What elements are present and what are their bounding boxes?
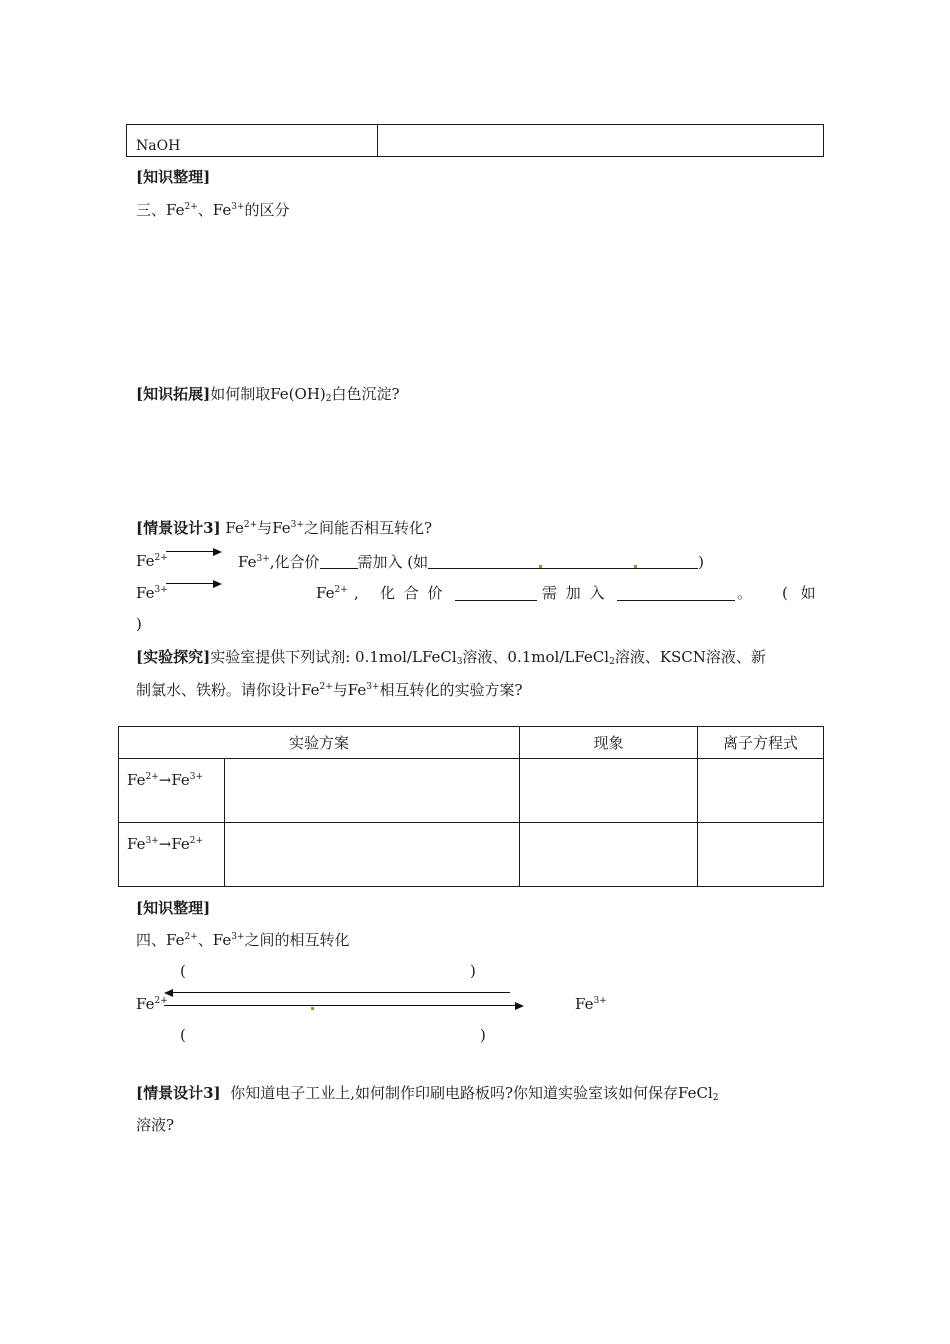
cell-phenomenon-2[interactable] [520,823,698,887]
blank-valence-2[interactable] [455,586,537,601]
experiment-table [118,726,824,887]
row1-text: $Fe^{3+}$,化合价 需加入 (如 ) [238,553,705,571]
cell-equation-1[interactable] [698,759,824,823]
cell-plan-2[interactable] [225,823,520,887]
fe3-label-row2: $Fe^{3+}$ [136,584,168,602]
section4-line2: 制氯水、铁粉。请你设计$Fe^{2+}$与$Fe^{3+}$相互转化的实验方案? [136,681,523,699]
fe2-label-row1: $Fe^{2+}$ [136,552,168,570]
cell-phenomenon-1[interactable] [520,759,698,823]
marker-dot-2 [634,565,637,568]
row2-add-label: 需 加 入 [542,584,607,602]
blank-reagent-3[interactable] [602,554,698,569]
row-fe2-to-fe3-label: $Fe^{2+}\to Fe^{3+}$ [119,759,225,823]
row-fe3-to-fe2-label: $Fe^{3+}\to Fe^{2+}$ [119,823,225,887]
reagent-label: NaOH [136,138,181,154]
row2-comma: , [354,584,359,602]
row2-close-paren: ) [136,615,142,633]
result-cell [378,125,824,157]
arrow-right [164,1005,516,1006]
bottom-paren-open: ( [180,1026,186,1044]
section5-heading: [知识整理] [136,899,211,917]
section6-line1: [情景设计3] 你知道电子工业上,如何制作印刷电路板吗?你知道实验室该如何保存FeCl$_2$ [136,1084,719,1103]
top-paren-open: ( [180,962,186,980]
blank-reagent-1[interactable] [428,554,510,569]
blank-reagent-4[interactable] [617,586,735,601]
bottom-paren-close: ) [480,1026,486,1044]
cycle-fe2-label: $Fe^{2+}$ [136,995,168,1013]
row2-period: 。 [737,584,753,602]
row2-fe2: $Fe^{2+}$ [316,584,348,602]
top-table [126,124,824,157]
section1-heading: [知识整理] [136,168,211,186]
blank-valence-1[interactable] [320,554,358,569]
arrow-right-head [515,1002,524,1010]
reagent-cell [127,125,378,157]
header-phenomenon: 现象 [520,727,698,759]
section5-title: 四、$Fe^{2+}$、$Fe^{3+}$之间的相互转化 [136,931,350,949]
header-plan: 实验方案 [119,727,520,759]
arrow-head-row2 [213,580,222,588]
section4-line1: [实验探究]实验室提供下列试剂: 0.1mol/LFeCl$_3$溶液、0.1mol/LFeCl$_2$溶液、KSCN溶液、新 [136,648,766,667]
section3-question: [情景设计3] $Fe^{2+}$与$Fe^{3+}$之间能否相互转化? [136,519,432,537]
arrow-right-row2 [166,583,214,584]
header-equation: 离子方程式 [698,727,824,759]
marker-dot-3 [311,1007,314,1010]
arrow-right-row1 [166,551,214,552]
section6-line2: 溶液? [136,1116,175,1134]
arrow-head-row1 [213,548,222,556]
cell-equation-2[interactable] [698,823,824,887]
top-paren-close: ) [470,962,476,980]
section1-title: 三、$Fe^{2+}$、$Fe^{3+}$的区分 [136,201,290,219]
section2-question: [知识拓展]如何制取$Fe(OH)_2$白色沉淀? [136,385,400,404]
row2-example: ( 如 [782,584,820,602]
arrow-left [172,992,510,993]
cycle-fe3-label: $Fe^{3+}$ [575,995,607,1013]
row2-valence-label: 化 合 价 [380,584,445,602]
marker-dot-1 [539,565,542,568]
cell-plan-1[interactable] [225,759,520,823]
blank-reagent-2[interactable] [510,554,602,569]
